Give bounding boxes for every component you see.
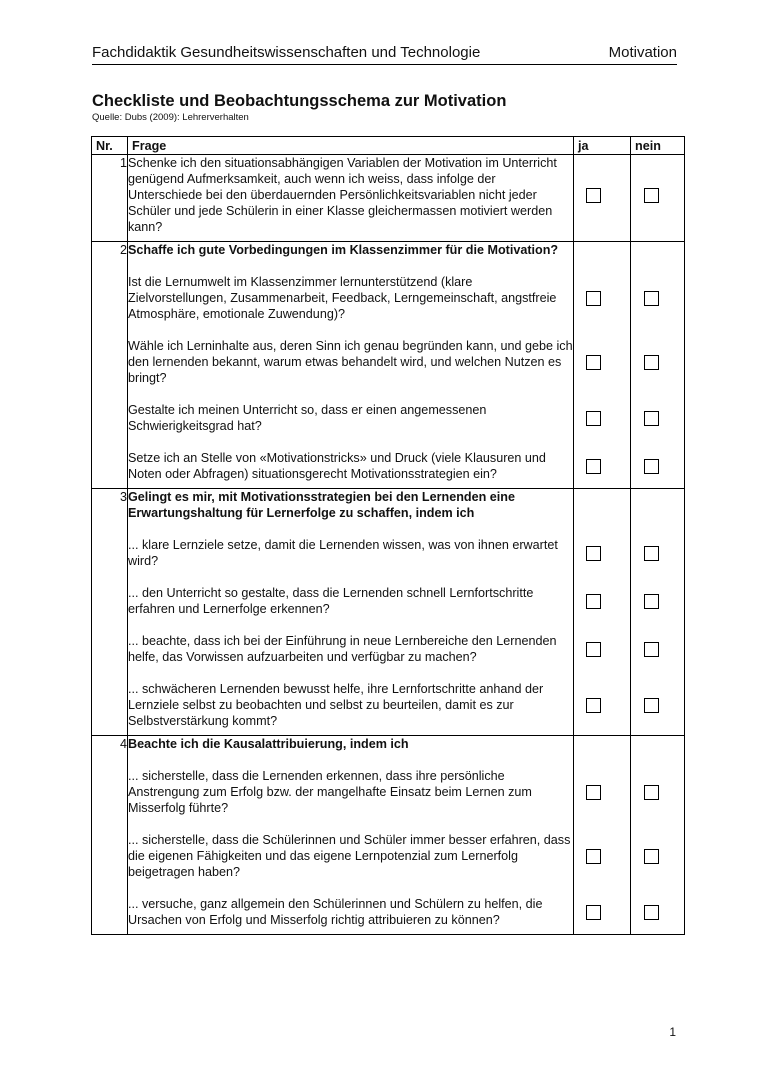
ja-checkbox[interactable] <box>586 291 601 306</box>
question-item: ... klare Lernziele setze, damit die Lernenden wissen, was von ihnen erwartet wird? <box>128 538 558 568</box>
document-source: Quelle: Dubs (2009): Lehrerverhalten <box>92 112 249 123</box>
question-item: ... versuche, ganz allgemein den Schülerinnen und Schülern zu helfen, die Ursachen von Erfolg und Misserfolg richtig attribuieren zu können? <box>128 897 543 927</box>
ja-checkbox[interactable] <box>586 594 601 609</box>
column-header-nr: Nr. <box>92 137 128 155</box>
page-number: 1 <box>669 1025 676 1039</box>
question-item: ... sicherstelle, dass die Lernenden erkennen, dass ihre persönliche Anstrengung zum Erfolg bzw. der mangelhafte Einsatz beim Lernen zum Misserfolg führte? <box>128 769 532 815</box>
nein-checkbox[interactable] <box>644 291 659 306</box>
nein-cell <box>631 736 685 935</box>
question-item: Setze ich an Stelle von «Motivationstricks» und Druck (viele Klausuren und Noten oder Abfragen) situationsgerecht Motivationsstrategien ein? <box>128 451 546 481</box>
table-header-row <box>92 137 685 155</box>
ja-checkbox[interactable] <box>586 642 601 657</box>
ja-cell <box>574 155 631 242</box>
document-title: Checkliste und Beobachtungsschema zur Motivation <box>92 92 507 110</box>
question-heading: Beachte ich die Kausalattribuierung, indem ich <box>128 737 409 751</box>
column-header-frage: Frage <box>128 137 574 155</box>
nein-checkbox[interactable] <box>644 546 659 561</box>
nein-checkbox[interactable] <box>644 594 659 609</box>
nein-cell <box>631 155 685 242</box>
ja-checkbox[interactable] <box>586 849 601 864</box>
question-item: ... schwächeren Lernenden bewusst helfe, ihre Lernfortschritte anhand der Lernziele selbst zu beobachten und selbst zu beurteilen, damit es zur Selbstverstärkung kommt? <box>128 682 544 728</box>
column-header-nein: nein <box>631 137 685 155</box>
page-header <box>92 44 677 65</box>
question-item: Gestalte ich meinen Unterricht so, dass er einen angemessenen Schwierigkeitsgrad hat? <box>128 403 487 433</box>
question-heading: Schaffe ich gute Vorbedingungen im Klassenzimmer für die Motivation? <box>128 243 559 257</box>
question-item: Wähle ich Lerninhalte aus, deren Sinn ich genau begründen kann, und gebe ich den lernenden bekannt, warum etwas behandelt wird, und welchen Nutzen es bringt? <box>128 339 573 385</box>
question-item: ... den Unterricht so gestalte, dass die Lernenden schnell Lernfortschritte erfahren und Lernerfolge erkennen? <box>128 586 534 616</box>
question-item: ... beachte, dass ich bei der Einführung in neue Lernbereiche den Lernenden helfe, das Vorwissen aufzuarbeiten und verfügbar zu machen? <box>128 634 557 664</box>
nein-checkbox[interactable] <box>644 188 659 203</box>
column-header-ja: ja <box>574 137 631 155</box>
ja-checkbox[interactable] <box>586 785 601 800</box>
nein-checkbox[interactable] <box>644 355 659 370</box>
nein-checkbox[interactable] <box>644 849 659 864</box>
ja-checkbox[interactable] <box>586 411 601 426</box>
header-topic: Motivation <box>608 44 677 61</box>
ja-checkbox[interactable] <box>586 188 601 203</box>
checklist-table <box>91 136 685 935</box>
question-number: 4 <box>92 736 128 935</box>
ja-cell <box>574 489 631 736</box>
nein-cell <box>631 242 685 489</box>
header-course-title: Fachdidaktik Gesundheitswissenschaften und Technologie <box>92 44 481 61</box>
ja-checkbox[interactable] <box>586 355 601 370</box>
nein-checkbox[interactable] <box>644 642 659 657</box>
ja-checkbox[interactable] <box>586 905 601 920</box>
question-cell <box>128 736 574 935</box>
question-item: Ist die Lernumwelt im Klassenzimmer lernunterstützend (klare Zielvorstellungen, Zusammenarbeit, Feedback, Lerngemeinschaft, angstfreie Atmosphäre, emotionale Zuwendung)? <box>128 275 557 321</box>
nein-checkbox[interactable] <box>644 698 659 713</box>
question-heading: Gelingt es mir, mit Motivationsstrategien bei den Lernenden eine Erwartungshaltung für Lernerfolge zu schaffen, indem ich <box>128 490 515 520</box>
nein-cell <box>631 489 685 736</box>
ja-checkbox[interactable] <box>586 546 601 561</box>
nein-checkbox[interactable] <box>644 411 659 426</box>
question-number: 1 <box>92 155 128 242</box>
nein-checkbox[interactable] <box>644 459 659 474</box>
ja-cell <box>574 242 631 489</box>
ja-cell <box>574 736 631 935</box>
question-number: 2 <box>92 242 128 489</box>
nein-checkbox[interactable] <box>644 785 659 800</box>
table-row <box>92 489 685 736</box>
question-cell <box>128 155 574 242</box>
table-row <box>92 736 685 935</box>
ja-checkbox[interactable] <box>586 698 601 713</box>
ja-checkbox[interactable] <box>586 459 601 474</box>
nein-checkbox[interactable] <box>644 905 659 920</box>
table-row <box>92 242 685 489</box>
question-cell <box>128 489 574 736</box>
question-number: 3 <box>92 489 128 736</box>
question-item: Schenke ich den situationsabhängigen Variablen der Motivation im Unterricht genügend Aufmerksamkeit, auch wenn ich weiss, dass infolge der Unterschiede bei den überdauernden Persönlichkeitsvariablen nicht jeder Schüler und jede Schülerin in einer Klasse gleichermassen motiviert werden kann? <box>128 156 557 234</box>
question-cell <box>128 242 574 489</box>
table-row <box>92 155 685 242</box>
question-item: ... sicherstelle, dass die Schülerinnen und Schüler immer besser erfahren, dass die eigenen Fähigkeiten und das eigene Lernpotenzial zum Lernerfolg beigetragen haben? <box>128 833 571 879</box>
